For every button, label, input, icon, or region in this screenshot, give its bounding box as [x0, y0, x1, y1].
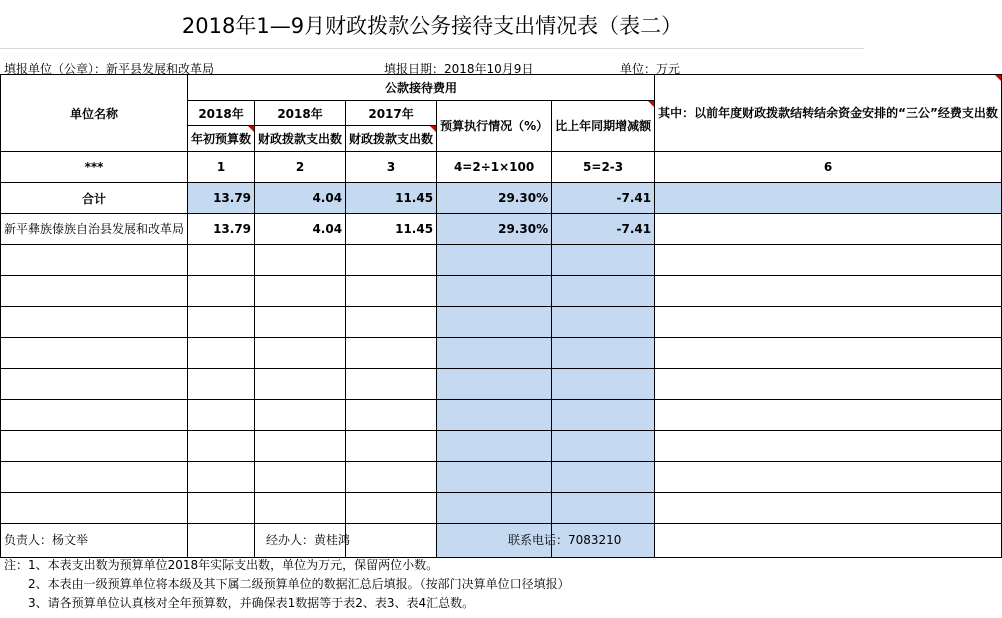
empty-cell[interactable]	[655, 338, 1002, 369]
empty-row	[1, 245, 1002, 276]
empty-cell[interactable]	[552, 245, 655, 276]
empty-cell[interactable]	[346, 493, 437, 524]
empty-cell[interactable]	[655, 524, 1002, 558]
empty-cell[interactable]	[552, 307, 655, 338]
empty-cell[interactable]	[552, 431, 655, 462]
note-line: 注：1、本表支出数为预算单位2018年实际支出数，单位为万元，保留两位小数。	[4, 558, 439, 572]
empty-cell[interactable]	[655, 245, 1002, 276]
note-line: 2、本表由一级预算单位将本级及其下属二级预算单位的数据汇总后填报。（按部门决算单位口径填报）	[28, 577, 570, 591]
total-spend-2017[interactable]: 11.45	[346, 183, 437, 214]
header-spend-2017[interactable]: 财政拨款支出数	[346, 126, 437, 152]
empty-cell[interactable]	[552, 400, 655, 431]
header-spend-2018[interactable]: 财政拨款支出数	[255, 126, 346, 152]
empty-cell[interactable]	[1, 276, 188, 307]
total-prior-funds[interactable]	[655, 183, 1002, 214]
empty-row	[1, 462, 1002, 493]
empty-cell[interactable]	[1, 400, 188, 431]
empty-cell[interactable]	[1, 462, 188, 493]
empty-cell[interactable]	[188, 462, 255, 493]
empty-cell[interactable]	[552, 276, 655, 307]
report-date: 填报日期：2018年10月9日	[384, 62, 534, 76]
empty-cell[interactable]	[552, 462, 655, 493]
unit-budget[interactable]: 13.79	[188, 214, 255, 245]
empty-cell[interactable]	[346, 524, 437, 558]
empty-cell[interactable]	[255, 400, 346, 431]
index-cell[interactable]: 3	[346, 152, 437, 183]
report-title: 2018年1—9月财政拨款公务接待支出情况表（表二）	[181, 14, 683, 38]
empty-cell[interactable]	[437, 400, 552, 431]
unit-row-label[interactable]: 新平彝族傣族自治县发展和改革局	[1, 214, 188, 245]
total-yoy-change[interactable]: -7.41	[552, 183, 655, 214]
empty-row	[1, 307, 1002, 338]
empty-row	[1, 338, 1002, 369]
header-initial-budget[interactable]: 年初预算数	[188, 126, 255, 152]
header-unit-name[interactable]: 单位名称	[1, 75, 188, 152]
empty-row	[1, 369, 1002, 400]
empty-cell[interactable]	[188, 524, 255, 558]
index-cell[interactable]: 1	[188, 152, 255, 183]
header-spend-2018-year[interactable]: 2018年	[255, 101, 346, 126]
index-cell[interactable]: 5=2-3	[552, 152, 655, 183]
empty-cell[interactable]	[552, 493, 655, 524]
empty-cell[interactable]	[655, 493, 1002, 524]
empty-cell[interactable]	[437, 462, 552, 493]
empty-cell[interactable]	[346, 245, 437, 276]
empty-cell[interactable]	[346, 338, 437, 369]
index-cell[interactable]: 2	[255, 152, 346, 183]
unit-spend-2017[interactable]: 11.45	[346, 214, 437, 245]
expense-table	[0, 74, 1002, 558]
empty-cell[interactable]	[255, 276, 346, 307]
empty-cell[interactable]	[437, 307, 552, 338]
empty-row	[1, 431, 1002, 462]
header-reception-group[interactable]: 公款接待费用	[188, 75, 655, 101]
sheet-gridline	[0, 48, 864, 49]
empty-cell[interactable]	[655, 369, 1002, 400]
responsible-person: 负责人：杨文举	[4, 533, 89, 547]
empty-cell[interactable]	[437, 369, 552, 400]
header-spend-2017-year[interactable]: 2017年	[346, 101, 437, 126]
empty-cell[interactable]	[346, 462, 437, 493]
total-spend-2018[interactable]: 4.04	[255, 183, 346, 214]
empty-cell[interactable]	[552, 338, 655, 369]
empty-cell[interactable]	[346, 400, 437, 431]
empty-cell[interactable]	[255, 338, 346, 369]
empty-cell[interactable]	[437, 493, 552, 524]
empty-cell[interactable]	[188, 338, 255, 369]
unit-spend-2018[interactable]: 4.04	[255, 214, 346, 245]
empty-row	[1, 524, 1002, 558]
handler-person: 经办人：黄桂鸿	[266, 533, 351, 547]
empty-cell[interactable]	[655, 307, 1002, 338]
header-yoy-change[interactable]: 比上年同期增减额	[552, 101, 655, 152]
empty-row	[1, 400, 1002, 431]
empty-cell[interactable]	[188, 307, 255, 338]
empty-cell[interactable]	[188, 431, 255, 462]
empty-cell[interactable]	[255, 245, 346, 276]
empty-cell[interactable]	[188, 493, 255, 524]
empty-cell[interactable]	[346, 369, 437, 400]
header-prior-year-funds[interactable]: 其中：以前年度财政拨款结转结余资金安排的“三公”经费支出数	[655, 75, 1002, 152]
empty-cell[interactable]	[346, 431, 437, 462]
empty-cell[interactable]	[255, 369, 346, 400]
empty-cell[interactable]	[346, 276, 437, 307]
empty-cell[interactable]	[1, 431, 188, 462]
notes-block	[4, 556, 570, 613]
note-line: 3、请各预算单位认真核对全年预算数，并确保表1数据等于表2、表3、表4汇总数。	[28, 596, 475, 610]
contact-phone: 联系电话：7083210	[508, 533, 622, 547]
empty-cell[interactable]	[346, 307, 437, 338]
empty-cell[interactable]	[1, 245, 188, 276]
empty-cell[interactable]	[188, 276, 255, 307]
empty-cell[interactable]	[1, 369, 188, 400]
empty-cell[interactable]	[255, 462, 346, 493]
empty-cell[interactable]	[255, 493, 346, 524]
index-cell[interactable]: 6	[655, 152, 1002, 183]
empty-cell[interactable]	[188, 245, 255, 276]
reporting-unit: 填报单位（公章）：新平县发展和改革局	[4, 62, 215, 76]
empty-cell[interactable]	[655, 462, 1002, 493]
empty-cell[interactable]	[1, 307, 188, 338]
empty-cell[interactable]	[437, 276, 552, 307]
header-exec-rate[interactable]: 预算执行情况（%）	[437, 101, 552, 152]
empty-row	[1, 276, 1002, 307]
empty-cell[interactable]	[188, 369, 255, 400]
empty-cell[interactable]	[255, 307, 346, 338]
index-cell[interactable]: 4=2÷1×100	[437, 152, 552, 183]
empty-cell[interactable]	[655, 431, 1002, 462]
empty-cell[interactable]	[552, 369, 655, 400]
total-exec-rate[interactable]: 29.30%	[437, 183, 552, 214]
empty-cell[interactable]	[437, 338, 552, 369]
total-row-label[interactable]: 合计	[1, 183, 188, 214]
empty-cell[interactable]	[437, 431, 552, 462]
unit-prior-funds[interactable]	[655, 214, 1002, 245]
empty-cell[interactable]	[255, 431, 346, 462]
empty-cell[interactable]	[188, 400, 255, 431]
money-unit: 单位：万元	[620, 62, 681, 76]
empty-cell[interactable]	[1, 338, 188, 369]
empty-cell[interactable]	[655, 276, 1002, 307]
header-budget-year[interactable]: 2018年	[188, 101, 255, 126]
index-cell[interactable]: ***	[1, 152, 188, 183]
total-budget[interactable]: 13.79	[188, 183, 255, 214]
empty-cell[interactable]	[655, 400, 1002, 431]
unit-exec-rate[interactable]: 29.30%	[437, 214, 552, 245]
empty-cell[interactable]	[1, 493, 188, 524]
empty-row	[1, 493, 1002, 524]
unit-yoy-change[interactable]: -7.41	[552, 214, 655, 245]
empty-cell[interactable]	[437, 245, 552, 276]
